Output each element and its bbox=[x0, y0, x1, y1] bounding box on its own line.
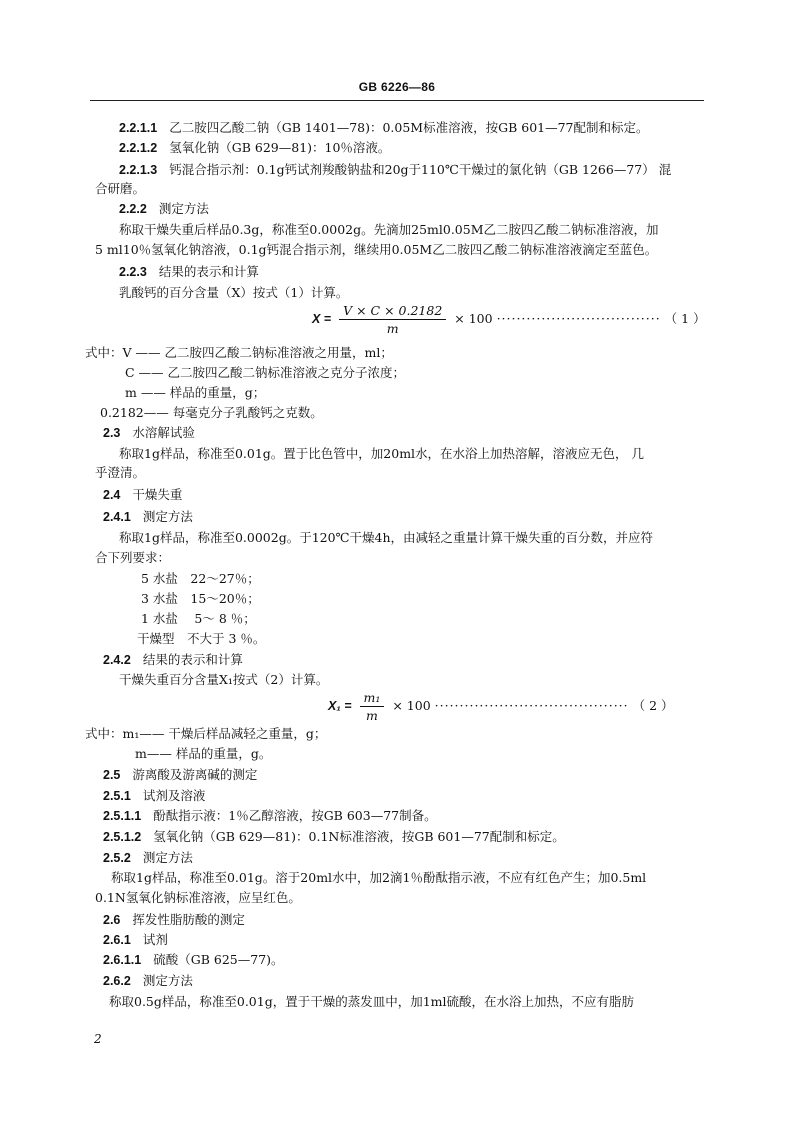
clause-2-4-heading: 2.4 干燥失重 bbox=[103, 487, 183, 502]
variable-v: 式中：V —— 乙二胺四乙酸二钠标准溶液之用量，ml； bbox=[85, 345, 393, 360]
formula-2-fraction: $\frac{\text{m₁}}{m}$ bbox=[360, 690, 385, 723]
clause-2-3-heading: 2.3 水溶解试验 bbox=[103, 425, 195, 440]
clause-2-5-1-2: 2.5.1.2 氢氧化钠（GB 629—81)：0.1N标准溶液，按GB 601—77配制和标定。 bbox=[103, 829, 565, 844]
clause-2-2-1-2: 2.2.1.2 氢氧化钠（GB 629—81)：10％溶液。 bbox=[119, 140, 391, 155]
variable-m-2: m—— 样品的重量，g。 bbox=[135, 746, 272, 761]
requirement-dry-type: 干燥型 不大于 3 ％。 bbox=[137, 631, 266, 646]
variable-c: C —— 乙二胺四乙酸二钠标准溶液之克分子浓度； bbox=[125, 365, 406, 380]
standard-code-header: GB 6226—86 bbox=[358, 80, 436, 94]
variable-m1: 式中：m₁—— 干燥后样品减轻之重量，g； bbox=[85, 726, 327, 741]
clause-2-5-heading: 2.5 游离酸及游离碱的测定 bbox=[103, 767, 258, 782]
header-rule bbox=[90, 100, 704, 101]
formula-1: X = $\frac{V \times C \times 0.2182}{m}$ × 100 ································· （ 1 ） bbox=[312, 303, 706, 336]
water-test-line-2: 乎澄清。 bbox=[95, 465, 146, 480]
procedure-line-1: 称取干燥失重后样品0.3g，称准至0.0002g。先滴加25ml0.05M乙二胺四乙酸二钠标准溶液，加 bbox=[119, 222, 659, 237]
procedure-line-2: 5 ml10％氢氧化钠溶液，0.1g钙混合指示剂，继续用0.05M乙二胺四乙酸二钠标准溶液滴定至蓝色。 bbox=[95, 242, 658, 257]
requirement-5-hydrate: 5 水盐 22～27％； bbox=[141, 571, 260, 586]
clause-2-4-1-heading: 2.4.1 测定方法 bbox=[103, 509, 193, 524]
clause-2-6-1-heading: 2.6.1 试剂 bbox=[103, 932, 168, 947]
drying-procedure-line-1: 称取1g样品，称准至0.0002g。于120℃干燥4h，由减轻之重量计算干燥失重的百分数，并应符 bbox=[119, 530, 654, 545]
formula-1-intro: 乳酸钙的百分含量（X）按式（1）计算。 bbox=[119, 285, 349, 300]
requirement-1-hydrate: 1 水盐 5～ 8 ％； bbox=[141, 611, 256, 626]
clause-2-6-heading: 2.6 挥发性脂肪酸的测定 bbox=[103, 912, 245, 927]
clause-2-5-1-heading: 2.5.1 试剂及溶液 bbox=[103, 788, 206, 803]
formula-1-fraction: $\frac{V \times C \times 0.2182}{m}$ bbox=[339, 303, 446, 336]
water-test-line-1: 称取1g样品，称准至0.01g。置于比色管中，加20ml水，在水浴上加热溶解，溶液应无色， 几 bbox=[119, 446, 645, 461]
drying-procedure-line-2: 合下列要求： bbox=[95, 550, 171, 565]
clause-2-6-2-heading: 2.6.2 测定方法 bbox=[103, 973, 193, 988]
formula-2: X₁ = $\frac{\text{m₁}}{m}$ × 100 ······································· （ 2 ） bbox=[328, 690, 674, 723]
clause-2-4-2-heading: 2.4.2 结果的表示和计算 bbox=[103, 652, 243, 667]
acid-base-line-1: 称取1g样品，称准至0.01g。溶于20ml水中，加2滴1％酚酞指示液，不应有红色产生；加0.5ml bbox=[111, 870, 647, 885]
clause-2-2-2-heading: 2.2.2 测定方法 bbox=[119, 201, 209, 216]
formula-2-intro: 干燥失重百分含量X₁按式（2）计算。 bbox=[119, 672, 329, 687]
clause-2-2-3-heading: 2.2.3 结果的表示和计算 bbox=[119, 264, 259, 279]
constant-0-2182: 0.2182—— 每毫克分子乳酸钙之克数。 bbox=[100, 405, 323, 420]
acid-base-line-2: 0.1N氢氧化钠标准溶液，应呈红色。 bbox=[95, 890, 301, 905]
clause-2-6-1-1: 2.6.1.1 硫酸（GB 625—77)。 bbox=[103, 952, 284, 967]
page-number: 2 bbox=[94, 1032, 102, 1046]
clause-2-2-1-3-cont: 合研磨。 bbox=[95, 181, 146, 196]
clause-2-5-1-1: 2.5.1.1 酚酞指示液：1％乙醇溶液，按GB 603—77制备。 bbox=[103, 808, 437, 823]
clause-2-2-1-1: 2.2.1.1 乙二胺四乙酸二钠（GB 1401—78)：0.05M标准溶液，按GB 601—77配制和标定。 bbox=[119, 120, 649, 135]
fatty-acid-line-1: 称取0.5g样品，称准至0.01g，置于干燥的蒸发皿中，加1ml硫酸，在水浴上加热，不应有脂肪 bbox=[109, 994, 635, 1009]
clause-2-5-2-heading: 2.5.2 测定方法 bbox=[103, 850, 193, 865]
requirement-3-hydrate: 3 水盐 15～20％； bbox=[141, 591, 260, 606]
clause-2-2-1-3: 2.2.1.3 钙混合指示剂：0.1g钙试剂羧酸钠盐和20g于110℃干燥过的氯化钠（GB 1266—77） 混 bbox=[119, 162, 672, 177]
variable-m: m —— 样品的重量，g； bbox=[125, 385, 266, 400]
